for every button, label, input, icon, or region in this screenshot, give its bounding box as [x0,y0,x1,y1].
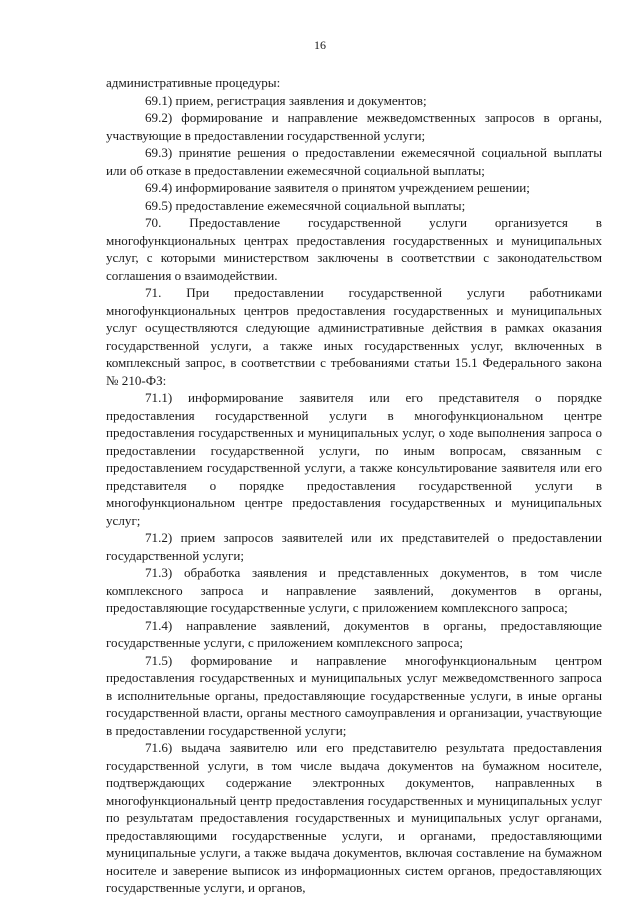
paragraph: 69.4) информирование заявителя о принятом учреждением решении; [145,180,530,195]
paragraph: 71.2) прием запросов заявителей или их представителей о предоставлении государственной услуги; [106,530,602,563]
paragraph: 71.1) информирование заявителя или его представителя о порядке предоставления государственной услуги в многофункциональном центре предоставления государственных и муниципальных услуг, о ходе выполнения запроса о предоставлении государственной услуги, по иным вопросам, связанным с предоставлением государственной услуги, а также консультирование заявителя или его представителя о порядке предоставления государственной услуги в многофункциональном центре предоставления государственных и муниципальных услуг; [106,390,602,528]
paragraph: 71.6) выдача заявителю или его представителю результата предоставления государственной услуги, в том числе выдача документов на бумажном носителе, подтверждающих содержание электронных документов, направленных в многофункциональный центр предоставления государственных и муниципальных услуг по результатам предоставления государственных и муниципальных услуг органами, предоставляющими государственные услуги, и органами, предоставляющими муниципальные услуги, а также выдача документов, включая составление на бумажном носителе и заверение выписок из информационных систем органов, предоставляющих государственные услуги, и органов, [106,740,602,895]
paragraph: 69.2) формирование и направление межведомственных запросов в органы, участвующие в предоставлении государственной услуги; [106,110,602,143]
paragraph: 71.5) формирование и направление многофункциональным центром предоставления государственных и муниципальных услуг межведомственного запроса в исполнительные органы, предоставляющие государственные услуги, в иные органы государственной власти, органы местного самоуправления и организации, участвующие в предоставлении государственной услуги; [106,652,602,738]
paragraph: 71.4) направление заявлений, документов в органы, предоставляющие государственные услуги, с приложением комплексного запроса; [106,617,602,650]
paragraph: административные процедуры: [106,75,281,90]
paragraph: 70. Предоставление государственной услуги организуется в многофункциональных центрах предоставления государственных и муниципальных услуг, с которыми министерством заключены в соответствии с законодательством соглашения о взаимодействии. [106,215,602,283]
paragraph: 69.1) прием, регистрация заявления и документов; [145,92,427,108]
page-number: 16 [314,38,326,52]
paragraph: 69.3) принятие решения о предоставлении ежемесячной социальной выплаты или об отказе в предоставлении ежемесячной социальной выплаты; [106,145,602,178]
document-body [106,74,602,897]
paragraph: 71.3) обработка заявления и представленных документов, в том числе комплексного запроса и направление заявлений, документов в органы, предоставляющие государственные услуги, с приложением комплексного запроса; [106,565,602,615]
paragraph: 71. При предоставлении государственной услуги работниками многофункциональных центров предоставления государственных и муниципальных услуг осуществляются следующие административные действия в рамках оказания государственной услуги, а также иных государственных услуг, включенных в комплексный запрос, в соответствии с требованиями статьи 15.1 Федерального закона № 210-ФЗ: [106,285,602,388]
paragraph: 69.5) предоставление ежемесячной социальной выплаты; [145,197,466,213]
